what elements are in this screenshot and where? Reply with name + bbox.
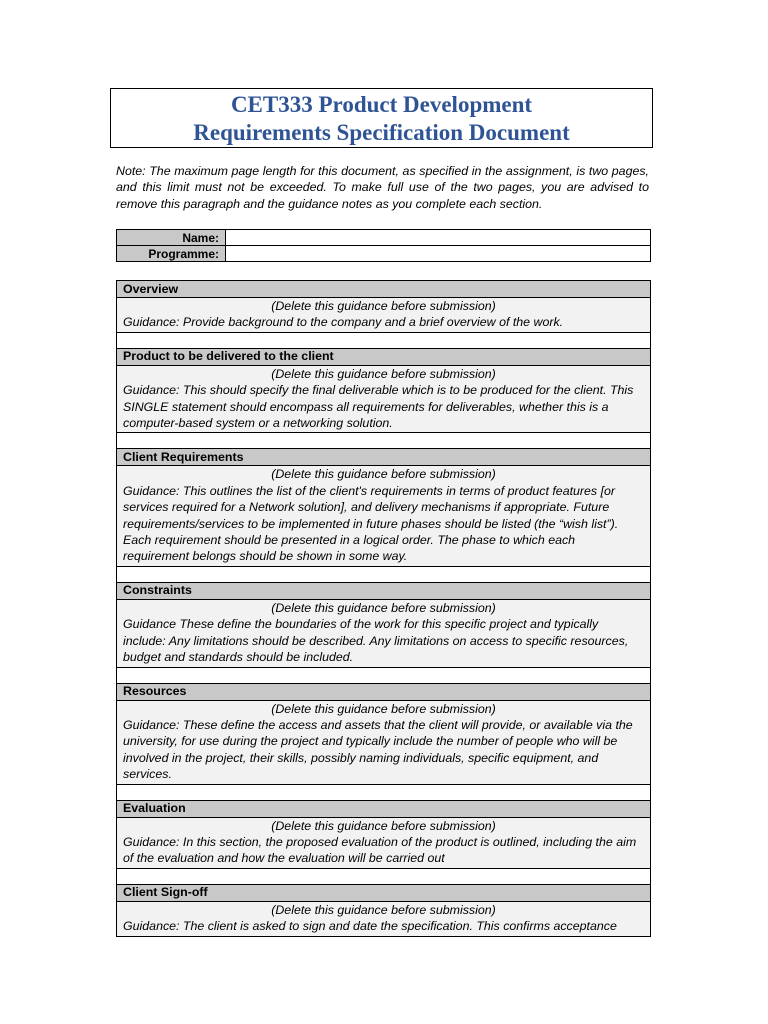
delete-guidance-note: (Delete this guidance before submission) [271, 600, 496, 615]
section-spacer [117, 433, 651, 449]
delete-guidance-note: (Delete this guidance before submission) [271, 818, 496, 833]
section-heading-text: Client Requirements [117, 449, 651, 466]
programme-row [117, 246, 651, 262]
section-heading-text: Product to be delivered to the client [117, 348, 651, 365]
section-heading-evaluation [117, 800, 651, 817]
section-heading-overview [117, 281, 651, 298]
guidance-cell[interactable] [117, 599, 651, 667]
guidance-cell[interactable] [117, 298, 651, 333]
spacer-cell [117, 433, 651, 449]
section-heading-client-sign-off [117, 884, 651, 901]
section-spacer [117, 566, 651, 582]
delete-guidance-note: (Delete this guidance before submission) [271, 701, 496, 716]
section-heading-resources [117, 683, 651, 700]
guidance-cell[interactable] [117, 901, 651, 936]
section-heading-text: Overview [117, 281, 651, 298]
section-spacer [117, 868, 651, 884]
guidance-cell[interactable] [117, 466, 651, 566]
section-guidance-client-sign-off [117, 901, 651, 936]
name-label: Name: [117, 230, 226, 246]
section-spacer [117, 667, 651, 683]
guidance-text: Guidance: Provide background to the company and a brief overview of the work. [123, 315, 564, 330]
section-guidance-overview [117, 298, 651, 333]
delete-guidance-note: (Delete this guidance before submission) [271, 366, 496, 381]
section-guidance-product [117, 365, 651, 433]
section-heading-client-requirements [117, 449, 651, 466]
section-spacer [117, 784, 651, 800]
page-length-note: Note: The maximum page length for this document, as specified in the assignment, is two pages, and this limit must not be exceeded. To make full use of the two pages, you are advised to remove this paragraph and the guidance notes as you complete each section. [116, 164, 649, 211]
identity-table [116, 229, 651, 262]
section-heading-text: Evaluation [117, 800, 651, 817]
delete-guidance-note: (Delete this guidance before submission) [271, 467, 496, 482]
name-field[interactable] [226, 230, 651, 246]
spacer-cell [117, 868, 651, 884]
spacer-cell [117, 332, 651, 348]
spacer-cell [117, 566, 651, 582]
guidance-text: Guidance: These define the access and assets that the client will provide, or available via the university, for use during the project and typically include the number of people who will be involved in the project, their skills, possibly naming individuals, specific equipment, and services. [123, 717, 633, 782]
guidance-cell[interactable] [117, 817, 651, 868]
guidance-text: Guidance: In this section, the proposed evaluation of the product is outlined, including the aim of the evaluation and how the evaluation will be carried out [123, 834, 637, 866]
programme-label: Programme: [117, 246, 226, 262]
section-spacer [117, 332, 651, 348]
section-heading-constraints [117, 582, 651, 599]
programme-field[interactable] [226, 246, 651, 262]
guidance-text: Guidance These define the boundaries of the work for this specific project and typically include: Any limitations should be described. Any limitations on access to specific resources, budget and standards should be included. [123, 617, 629, 665]
spacer-cell [117, 667, 651, 683]
document-title-box [110, 88, 653, 148]
section-heading-text: Client Sign-off [117, 884, 651, 901]
section-heading-text: Constraints [117, 582, 651, 599]
guidance-text: Guidance: This outlines the list of the client's requirements in terms of product features [or services required for a Network solution], and delivery mechanisms if appropriate. Future requirements/services to be implemented in future phases should be listed (the “wish list”). Each requirement should be presented in a logical order. The phase to which each requirement belongs should be shown in some way. [123, 483, 619, 564]
section-guidance-constraints [117, 599, 651, 667]
document-title-line-2: Requirements Specification Document [193, 120, 570, 145]
guidance-text: Guidance: This should specify the final deliverable which is to be produced for the client. This SINGLE statement should encompass all requirements for deliverables, whether this is a computer-based system or a networking solution. [123, 383, 634, 431]
section-guidance-resources [117, 700, 651, 784]
delete-guidance-note: (Delete this guidance before submission) [271, 902, 496, 917]
section-heading-product [117, 348, 651, 365]
spacer-cell [117, 784, 651, 800]
section-guidance-evaluation [117, 817, 651, 868]
guidance-text: Guidance: The client is asked to sign and date the specification. This confirms acceptance [123, 919, 617, 934]
section-guidance-client-requirements [117, 466, 651, 566]
delete-guidance-note: (Delete this guidance before submission) [271, 299, 496, 313]
guidance-cell[interactable] [117, 700, 651, 784]
document-title-line-1: CET333 Product Development [230, 92, 533, 117]
sections-table [116, 280, 651, 937]
name-row [117, 230, 651, 246]
guidance-cell[interactable] [117, 365, 651, 433]
section-heading-text: Resources [117, 683, 651, 700]
